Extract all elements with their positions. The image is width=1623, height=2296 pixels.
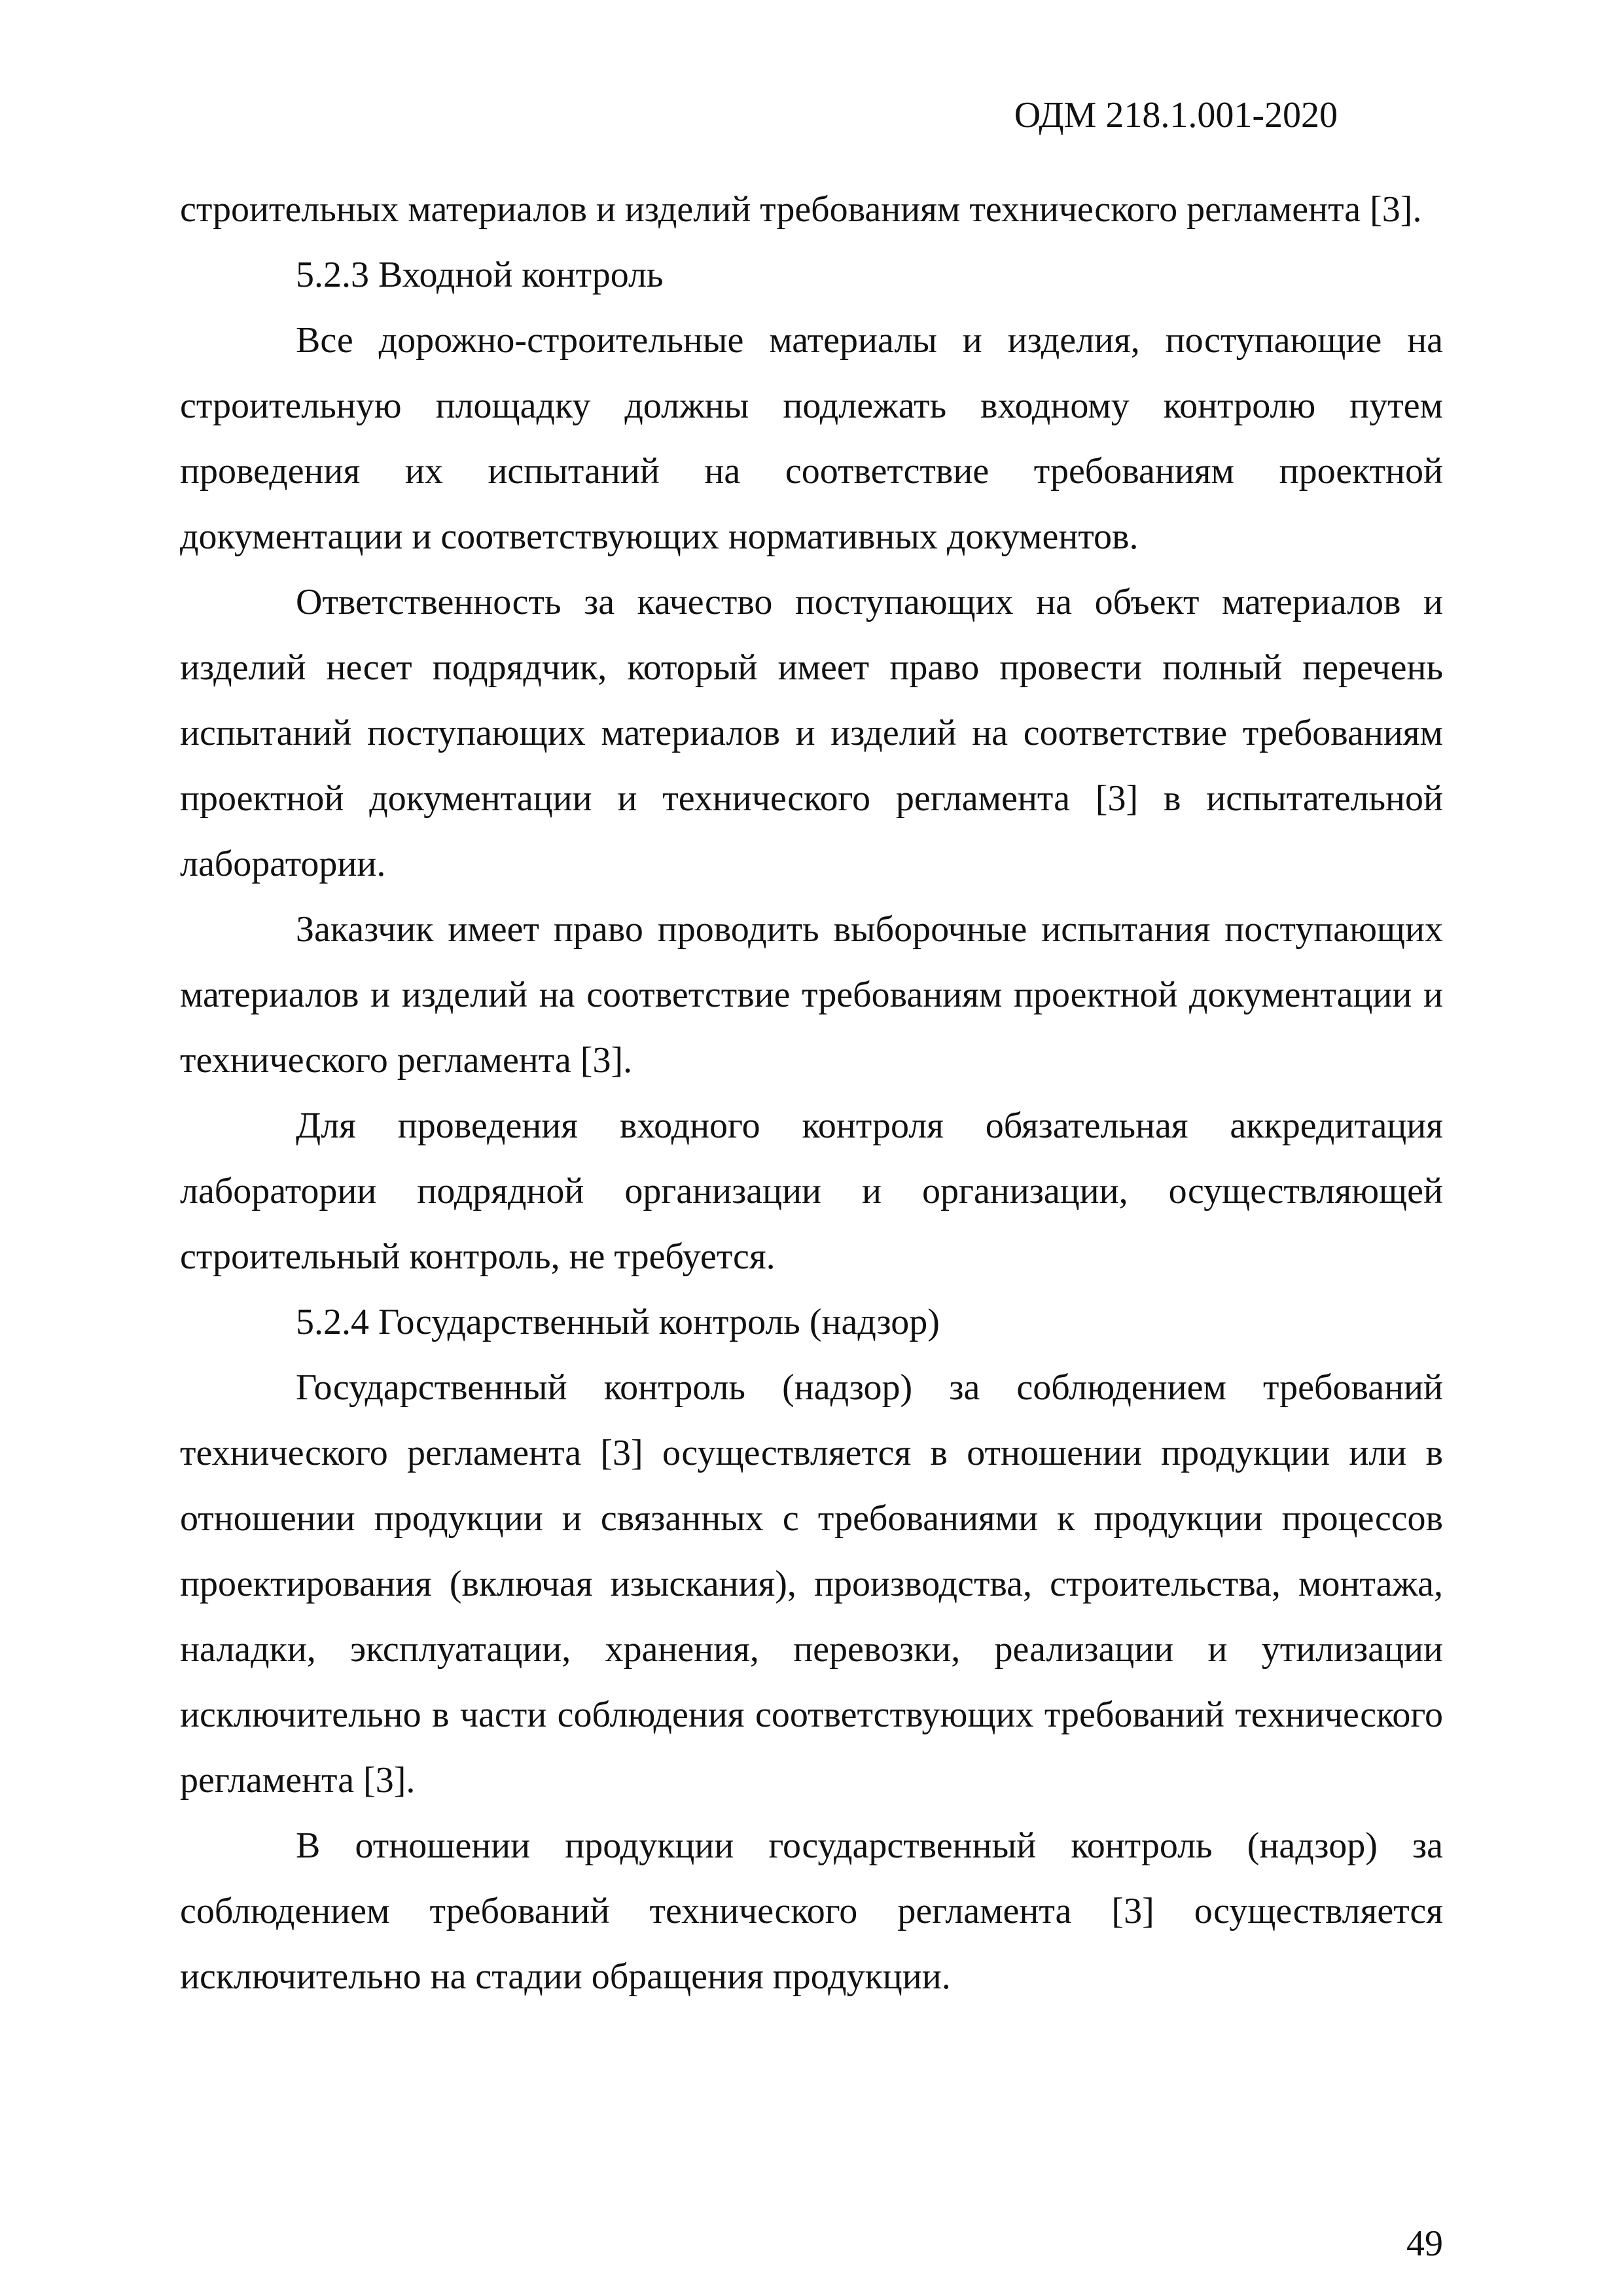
- section-heading-5-2-4: 5.2.4 Государственный контроль (надзор): [296, 1302, 940, 1342]
- document-code-header: ОДМ 218.1.001-2020: [1014, 95, 1338, 135]
- paragraph-contractor-responsibility: Ответственность за качество поступающих на объект материалов и изделий несет подрядчик, который имеет право провести полный перечень испытаний поступающих материалов и изделий на соответствие требованиям проектной документации и технического регламента [3] в испытательной лаборатории.: [180, 582, 1443, 884]
- document-body: [180, 177, 1443, 2009]
- section-heading-5-2-3: 5.2.3 Входной контроль: [296, 255, 664, 295]
- paragraph-incoming-control: Все дорожно-строительные материалы и изделия, поступающие на строительную площадку должны подлежать входному контролю путем проведения их испытаний на соответствие требованиям проектной документации и соответствующих нормативных документов.: [180, 320, 1443, 557]
- paragraph-continuation: строительных материалов и изделий требованиям технического регламента [3].: [180, 189, 1422, 230]
- paragraph-accreditation: Для проведения входного контроля обязательная аккредитация лаборатории подрядной организации и организации, осуществляющей строительный контроль, не требуется.: [180, 1105, 1443, 1277]
- page-number: 49: [1406, 2223, 1443, 2264]
- paragraph-customer-right: Заказчик имеет право проводить выборочные испытания поступающих материалов и изделий на соответствие требованиям проектной документации и технического регламента [3].: [180, 909, 1443, 1081]
- paragraph-state-control: Государственный контроль (надзор) за соблюдением требований технического регламента [3] осуществляется в отношении продукции или в отношении продукции и связанных с требованиями к продукции процессов проектирования (включая изыскания), производства, строительства, монтажа, наладки, эксплуатации, хранения, перевозки, реализации и утилизации исключительно в части соблюдения соответствующих требований технического регламента [3].: [180, 1367, 1443, 1801]
- paragraph-state-control-circulation: В отношении продукции государственный контроль (надзор) за соблюдением требований технического регламента [3] осуществляется исключительно на стадии обращения продукции.: [180, 1825, 1443, 1997]
